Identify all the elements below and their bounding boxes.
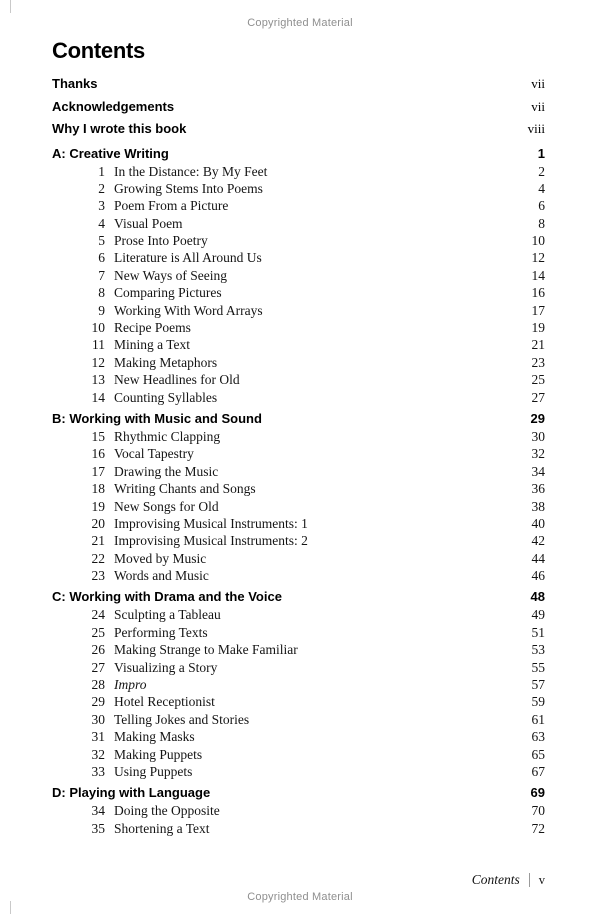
- chapter-number: 7: [98, 267, 105, 283]
- toc-front-row: [52, 118, 545, 141]
- toc-entry-left: [52, 232, 208, 249]
- toc-chapter-row: [52, 163, 545, 180]
- chapter-number: 4: [98, 215, 105, 231]
- chapter-number: 9: [98, 302, 105, 318]
- page-edge-mark-top-left: [10, 0, 11, 13]
- toc-entry-left: [52, 498, 219, 515]
- toc-entry-title: A: Creative Writing: [52, 145, 169, 161]
- toc-entry-title: New Ways of Seeing: [114, 267, 228, 283]
- toc-entry-left: [52, 820, 210, 837]
- page-content: [52, 38, 545, 837]
- toc-entry-page-number: 23: [531, 354, 545, 370]
- toc-entry-left: [52, 249, 262, 266]
- toc-chapter-row: [52, 267, 545, 284]
- chapter-number: 34: [91, 803, 105, 819]
- toc-entry-left: [52, 354, 217, 371]
- toc-entry-page-number: 2: [538, 163, 545, 179]
- toc-entry-page-number: 69: [530, 785, 545, 801]
- toc-entry-title: Comparing Pictures: [114, 285, 222, 301]
- chapter-number: 2: [98, 180, 105, 196]
- toc-section-row: [52, 588, 545, 606]
- toc-entry-left: [52, 118, 186, 141]
- copyright-notice-bottom: Copyrighted Material: [247, 891, 353, 903]
- toc-entry-title: Making Masks: [114, 729, 195, 745]
- toc-chapter-row: [52, 659, 545, 676]
- toc-entry-left: [52, 267, 227, 284]
- toc-entry-title: Improvising Musical Instruments: 1: [114, 515, 308, 531]
- toc-entry-title: Sculpting a Tableau: [114, 607, 221, 623]
- toc-entry-title: Moved by Music: [114, 550, 207, 566]
- chapter-number: 23: [91, 568, 105, 584]
- toc-entry-page-number: 16: [531, 285, 545, 301]
- chapter-number: 30: [91, 711, 105, 727]
- toc-chapter-row: [52, 284, 545, 301]
- toc-entry-title: In the Distance: By My Feet: [114, 163, 268, 179]
- toc-chapter-row: [52, 550, 545, 567]
- toc-entry-left: [52, 641, 298, 658]
- chapter-number: 10: [91, 320, 105, 336]
- table-of-contents: [52, 73, 545, 837]
- toc-entry-page-number: 46: [531, 568, 545, 584]
- footer-divider: [529, 873, 530, 887]
- toc-entry-left: [52, 728, 195, 745]
- chapter-number: 17: [91, 463, 105, 479]
- toc-entry-left: [52, 371, 240, 388]
- chapter-number: 8: [98, 285, 105, 301]
- toc-entry-title: Doing the Opposite: [114, 803, 220, 819]
- toc-entry-title: Using Puppets: [114, 764, 193, 779]
- toc-entry-page-number: 17: [531, 302, 545, 318]
- toc-section-row: [52, 145, 545, 163]
- toc-entry-left: [52, 550, 206, 567]
- toc-chapter-row: [52, 302, 545, 319]
- toc-entry-title: Working With Word Arrays: [114, 302, 263, 318]
- toc-chapter-row: [52, 463, 545, 480]
- toc-chapter-row: [52, 197, 545, 214]
- toc-entry-title: Words and Music: [114, 568, 209, 584]
- toc-chapter-row: [52, 480, 545, 497]
- toc-entry-page-number: 51: [531, 624, 545, 640]
- toc-chapter-row: [52, 763, 545, 780]
- footer-section-label: Contents: [471, 872, 520, 887]
- chapter-number: 12: [91, 354, 105, 370]
- toc-entry-title: Performing Texts: [114, 624, 208, 640]
- toc-entry-page-number: 34: [531, 463, 545, 479]
- toc-entry-page-number: 70: [531, 803, 545, 819]
- toc-chapter-row: [52, 336, 545, 353]
- chapter-number: 13: [91, 372, 105, 388]
- toc-entry-left: [52, 763, 192, 780]
- toc-entry-page-number: 72: [531, 820, 545, 836]
- toc-entry-title: Writing Chants and Songs: [114, 481, 256, 497]
- toc-chapter-row: [52, 389, 545, 406]
- toc-entry-left: [52, 659, 217, 676]
- chapter-number: 29: [91, 694, 105, 710]
- toc-entry-page-number: 44: [531, 550, 545, 566]
- toc-entry-title: Mining a Text: [114, 337, 191, 353]
- toc-entry-page-number: 1: [537, 145, 545, 161]
- chapter-number: 24: [91, 607, 105, 623]
- toc-chapter-row: [52, 728, 545, 745]
- toc-entry-left: [52, 480, 256, 497]
- toc-chapter-row: [52, 676, 545, 693]
- toc-entry-title: Visualizing a Story: [114, 659, 218, 675]
- toc-entry-left: [52, 746, 202, 763]
- toc-chapter-row: [52, 249, 545, 266]
- chapter-number: 25: [91, 624, 105, 640]
- toc-entry-page-number: vii: [531, 98, 545, 114]
- toc-entry-left: [52, 73, 98, 96]
- toc-entry-page-number: 21: [531, 337, 545, 353]
- toc-entry-page-number: 14: [531, 267, 545, 283]
- page-title: Contents: [52, 38, 145, 63]
- toc-entry-page-number: 25: [531, 372, 545, 388]
- toc-entry-page-number: 53: [531, 642, 545, 658]
- chapter-number: 18: [91, 481, 105, 497]
- toc-entry-title: Making Strange to Make Familiar: [114, 642, 298, 658]
- toc-entry-title: Impro: [114, 677, 147, 693]
- chapter-number: 6: [98, 250, 105, 266]
- toc-chapter-row: [52, 445, 545, 462]
- toc-entry-left: [52, 784, 210, 802]
- toc-entry-title: New Headlines for Old: [114, 372, 240, 388]
- chapter-number: 22: [91, 550, 105, 566]
- toc-entry-page-number: 65: [531, 746, 545, 762]
- toc-entry-title: Prose Into Poetry: [114, 233, 208, 249]
- toc-entry-title: Hotel Receptionist: [114, 694, 215, 710]
- toc-entry-title: Making Puppets: [114, 746, 203, 762]
- chapter-number: 3: [98, 198, 105, 214]
- footer-page-number: v: [538, 872, 545, 887]
- toc-entry-left: [52, 96, 174, 119]
- copyright-notice-top: Copyrighted Material: [247, 17, 353, 29]
- toc-entry-left: [52, 624, 208, 641]
- toc-entry-left: [52, 802, 220, 819]
- toc-entry-left: [52, 163, 267, 180]
- toc-entry-page-number: 12: [531, 250, 545, 266]
- toc-entry-title: Acknowledgements: [52, 98, 175, 114]
- toc-entry-left: [52, 410, 262, 428]
- toc-chapter-row: [52, 428, 545, 445]
- toc-entry-left: [52, 197, 228, 214]
- toc-entry-title: Literature is All Around Us: [114, 250, 262, 266]
- toc-entry-page-number: 57: [531, 677, 545, 693]
- toc-entry-title: B: Working with Music and Sound: [52, 410, 262, 426]
- toc-chapter-row: [52, 215, 545, 232]
- toc-entry-left: [52, 515, 308, 532]
- toc-entry-title: Thanks: [52, 76, 98, 91]
- toc-entry-page-number: 30: [531, 428, 545, 444]
- chapter-number: 32: [91, 746, 105, 762]
- toc-entry-title: Recipe Poems: [114, 320, 191, 336]
- toc-entry-title: Rhythmic Clapping: [114, 428, 221, 444]
- toc-entry-title: New Songs for Old: [114, 498, 219, 514]
- toc-entry-left: [52, 215, 183, 232]
- toc-entry-page-number: 63: [531, 729, 545, 745]
- toc-entry-page-number: 67: [531, 764, 545, 779]
- chapter-number: 14: [91, 389, 105, 405]
- chapter-number: 20: [91, 515, 105, 531]
- toc-entry-page-number: 61: [531, 711, 545, 727]
- toc-entry-page-number: 4: [538, 180, 545, 196]
- toc-entry-left: [52, 711, 249, 728]
- toc-entry-title: Counting Syllables: [114, 389, 218, 405]
- toc-entry-title: Making Metaphors: [114, 354, 218, 370]
- toc-entry-page-number: vii: [531, 76, 545, 91]
- toc-chapter-row: [52, 624, 545, 641]
- toc-entry-page-number: 36: [531, 481, 545, 497]
- toc-entry-title: Drawing the Music: [114, 463, 219, 479]
- toc-entry-title: D: Playing with Language: [52, 785, 211, 801]
- toc-chapter-row: [52, 693, 545, 710]
- chapter-number: 21: [91, 533, 105, 549]
- toc-entry-page-number: 32: [531, 446, 545, 462]
- toc-entry-left: [52, 532, 308, 549]
- toc-entry-left: [52, 588, 282, 606]
- chapter-number: 26: [91, 642, 105, 658]
- toc-entry-left: [52, 567, 209, 584]
- toc-entry-left: [52, 319, 191, 336]
- toc-entry-title: Growing Stems Into Poems: [114, 180, 263, 196]
- toc-chapter-row: [52, 371, 545, 388]
- toc-entry-page-number: 6: [538, 198, 545, 214]
- chapter-number: 27: [91, 659, 105, 675]
- toc-entry-left: [52, 676, 147, 693]
- page-footer: [472, 872, 545, 888]
- toc-entry-title: Shortening a Text: [114, 820, 210, 836]
- toc-entry-left: [52, 336, 190, 353]
- toc-entry-page-number: 38: [531, 498, 545, 514]
- toc-entry-page-number: 40: [531, 515, 545, 531]
- toc-chapter-row: [52, 567, 545, 584]
- toc-entry-page-number: 48: [530, 589, 545, 605]
- toc-entry-page-number: 10: [531, 233, 545, 249]
- toc-chapter-row: [52, 354, 545, 371]
- toc-chapter-row: [52, 606, 545, 623]
- toc-entry-title: Improvising Musical Instruments: 2: [114, 533, 308, 549]
- toc-section-row: [52, 784, 545, 802]
- toc-entry-left: [52, 606, 221, 623]
- chapter-number: 1: [98, 163, 105, 179]
- chapter-number: 15: [91, 428, 105, 444]
- toc-entry-page-number: 19: [531, 320, 545, 336]
- toc-entry-page-number: 49: [531, 607, 545, 623]
- toc-entry-left: [52, 145, 169, 163]
- chapter-number: 19: [91, 498, 105, 514]
- toc-entry-title: C: Working with Drama and the Voice: [52, 589, 282, 605]
- toc-front-row: [52, 73, 545, 96]
- toc-chapter-row: [52, 820, 545, 837]
- chapter-number: 33: [91, 764, 105, 779]
- chapter-number: 5: [98, 233, 105, 249]
- chapter-number: 35: [91, 820, 105, 836]
- toc-entry-left: [52, 445, 194, 462]
- toc-entry-left: [52, 693, 215, 710]
- toc-entry-left: [52, 284, 222, 301]
- toc-entry-title: Why I wrote this book: [52, 121, 187, 136]
- toc-chapter-row: [52, 532, 545, 549]
- toc-entry-title: Visual Poem: [114, 215, 183, 231]
- toc-entry-page-number: 59: [531, 694, 545, 710]
- toc-entry-page-number: 42: [531, 533, 545, 549]
- toc-entry-left: [52, 428, 220, 445]
- toc-front-row: [52, 96, 545, 119]
- toc-entry-left: [52, 302, 263, 319]
- chapter-number: 28: [91, 677, 105, 693]
- chapter-number: 16: [91, 446, 105, 462]
- toc-chapter-row: [52, 180, 545, 197]
- toc-chapter-row: [52, 746, 545, 763]
- toc-entry-title: Vocal Tapestry: [114, 446, 194, 462]
- toc-entry-page-number: 29: [530, 410, 545, 426]
- toc-entry-page-number: 27: [531, 389, 545, 405]
- toc-entry-page-number: viii: [527, 121, 545, 136]
- toc-chapter-row: [52, 319, 545, 336]
- toc-chapter-row: [52, 711, 545, 728]
- toc-entry-page-number: 55: [531, 659, 545, 675]
- toc-chapter-row: [52, 802, 545, 819]
- toc-entry-left: [52, 463, 218, 480]
- toc-chapter-row: [52, 232, 545, 249]
- chapter-number: 31: [91, 729, 105, 745]
- toc-entry-left: [52, 180, 263, 197]
- toc-chapter-row: [52, 515, 545, 532]
- toc-section-row: [52, 410, 545, 428]
- toc-entry-page-number: 8: [538, 215, 545, 231]
- toc-chapter-row: [52, 641, 545, 658]
- chapter-number: 11: [92, 337, 105, 353]
- toc-chapter-row: [52, 498, 545, 515]
- toc-entry-title: Telling Jokes and Stories: [114, 711, 250, 727]
- toc-entry-left: [52, 389, 217, 406]
- toc-entry-title: Poem From a Picture: [114, 198, 229, 214]
